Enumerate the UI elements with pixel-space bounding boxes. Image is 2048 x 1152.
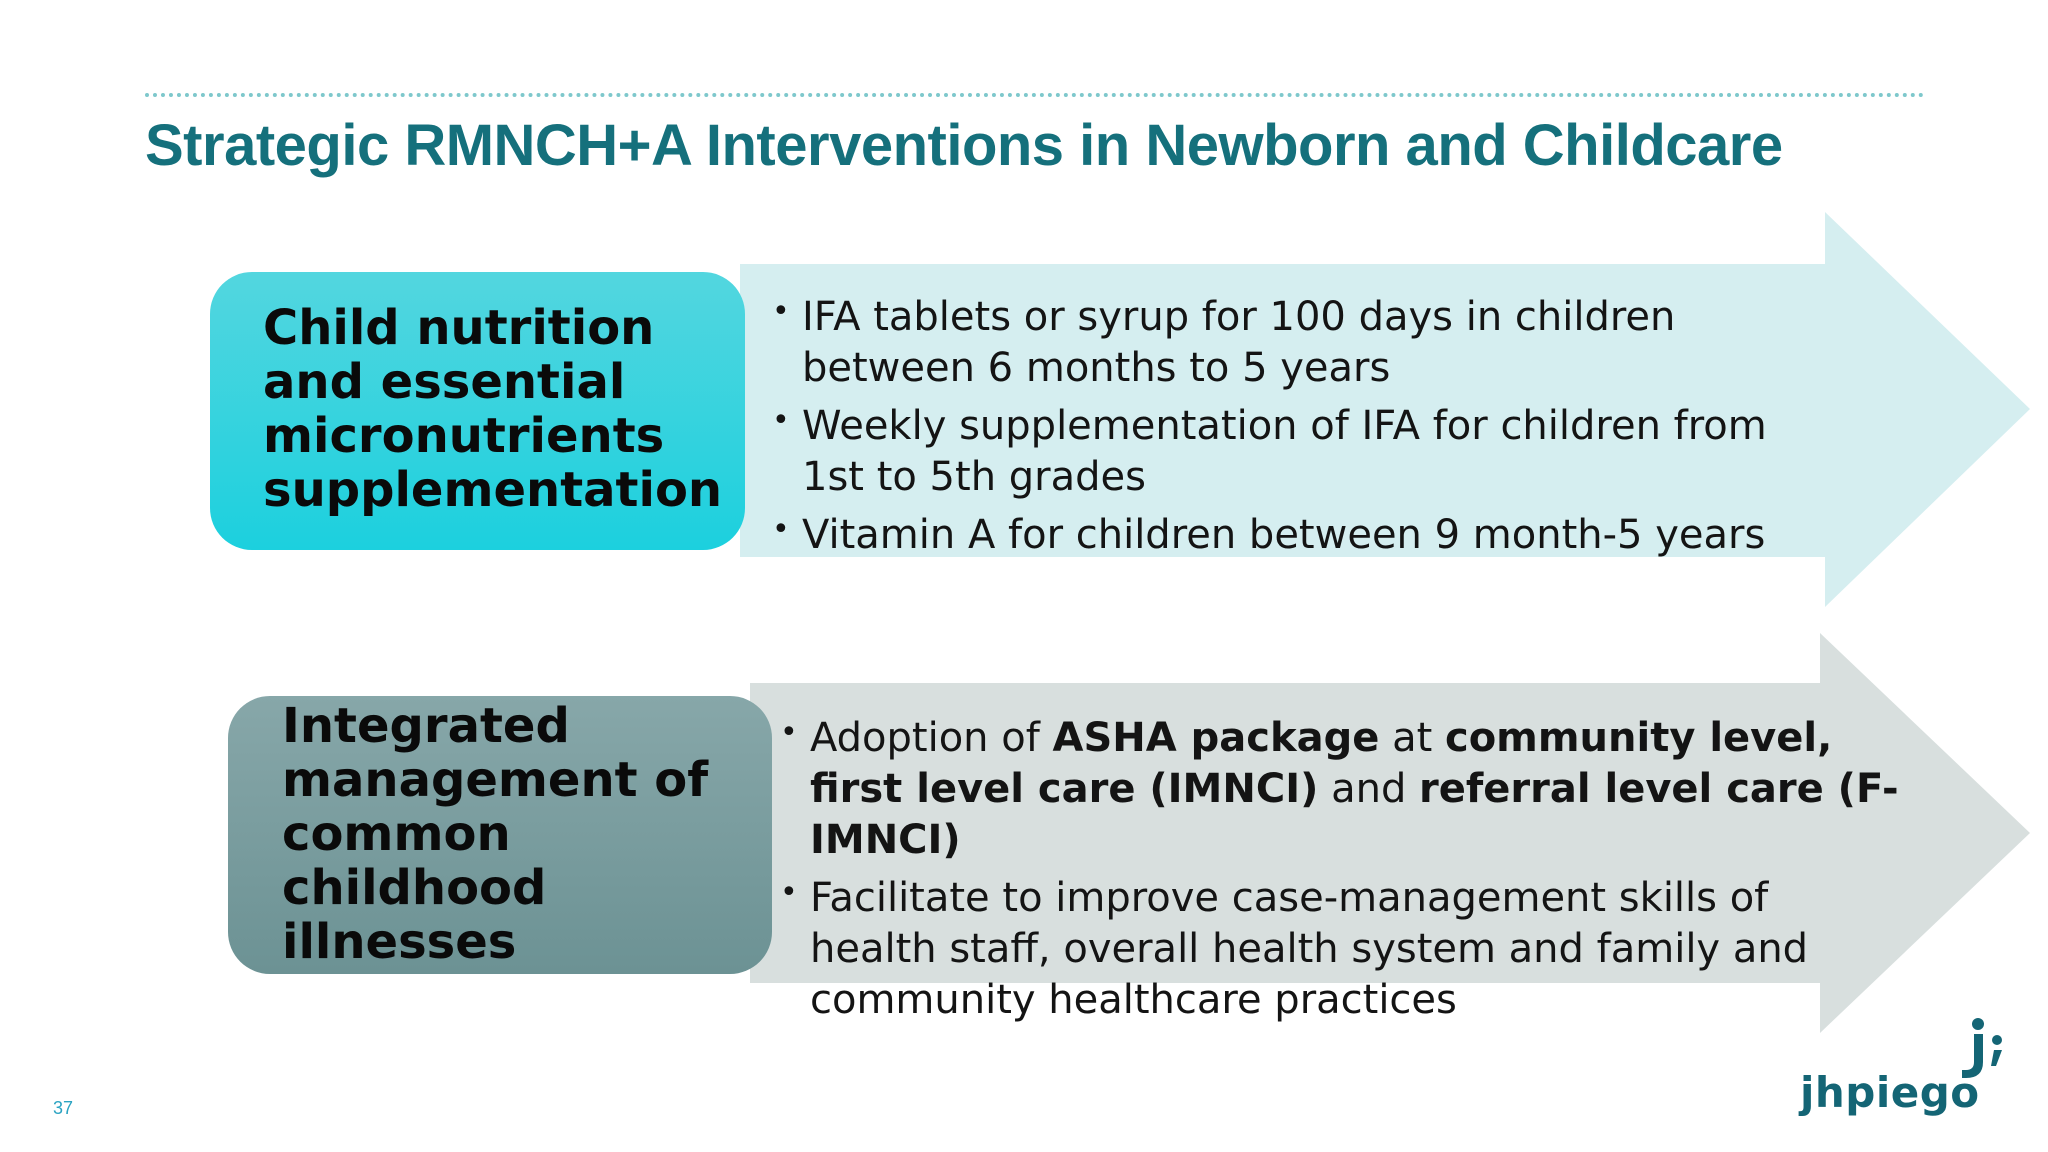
bullet-line: Facilitate to improve case-management skills of — [810, 875, 1769, 921]
bullet-list-imci — [778, 713, 1899, 1033]
heading-line: supplementation — [263, 462, 723, 518]
logo-wordmark: jhpiego — [1800, 1068, 1980, 1117]
heading-line: illnesses — [282, 914, 517, 970]
heading-line: micronutrients — [263, 408, 665, 464]
bullet-line: Vitamin A for children between 9 month-5 years — [802, 512, 1766, 558]
bullet-text: Adoption of — [810, 715, 1053, 761]
title-divider — [145, 93, 1925, 97]
bullet-item — [770, 510, 1767, 561]
bullet-line: Weekly supplementation of IFA for children from — [802, 403, 1767, 449]
bullet-list-nutrition — [770, 292, 1767, 568]
bullet-line: community healthcare practices — [810, 977, 1457, 1023]
bullet-item — [778, 873, 1899, 1026]
heading-line: and essential — [263, 354, 626, 410]
bullet-bold-text: community level, — [1444, 715, 1833, 761]
bullet-text: at — [1379, 715, 1445, 761]
bullet-line: IFA tablets or syrup for 100 days in children — [802, 294, 1676, 340]
heading-line: childhood — [282, 860, 547, 916]
heading-line: management of — [282, 752, 709, 808]
bullet-item — [770, 292, 1767, 394]
bullet-bold-text: referral level care (F- — [1419, 766, 1899, 812]
heading-box-nutrition — [210, 272, 745, 550]
bullet-line: between 6 months to 5 years — [802, 345, 1391, 391]
page-number: 37 — [53, 1098, 74, 1118]
bullet-bold-text: first level care (IMNCI) — [810, 766, 1319, 812]
bullet-line: 1st to 5th grades — [802, 454, 1146, 500]
bullet-item — [778, 713, 1899, 866]
heading-line: common — [282, 806, 511, 862]
bullet-bold-text: IMNCI) — [810, 817, 961, 863]
jhpiego-logo — [1800, 1018, 2010, 1118]
bullet-bold-text: ASHA package — [1052, 715, 1380, 761]
heading-box-imci — [228, 696, 772, 974]
bullet-line: health staff, overall health system and family and — [810, 926, 1809, 972]
bullet-text: and — [1318, 766, 1420, 812]
heading-line: Child nutrition — [263, 300, 655, 356]
slide-title: Strategic RMNCH+A Interventions in Newborn and Childcare — [145, 113, 1783, 178]
bullet-item — [770, 401, 1767, 503]
heading-line: Integrated — [282, 698, 570, 754]
